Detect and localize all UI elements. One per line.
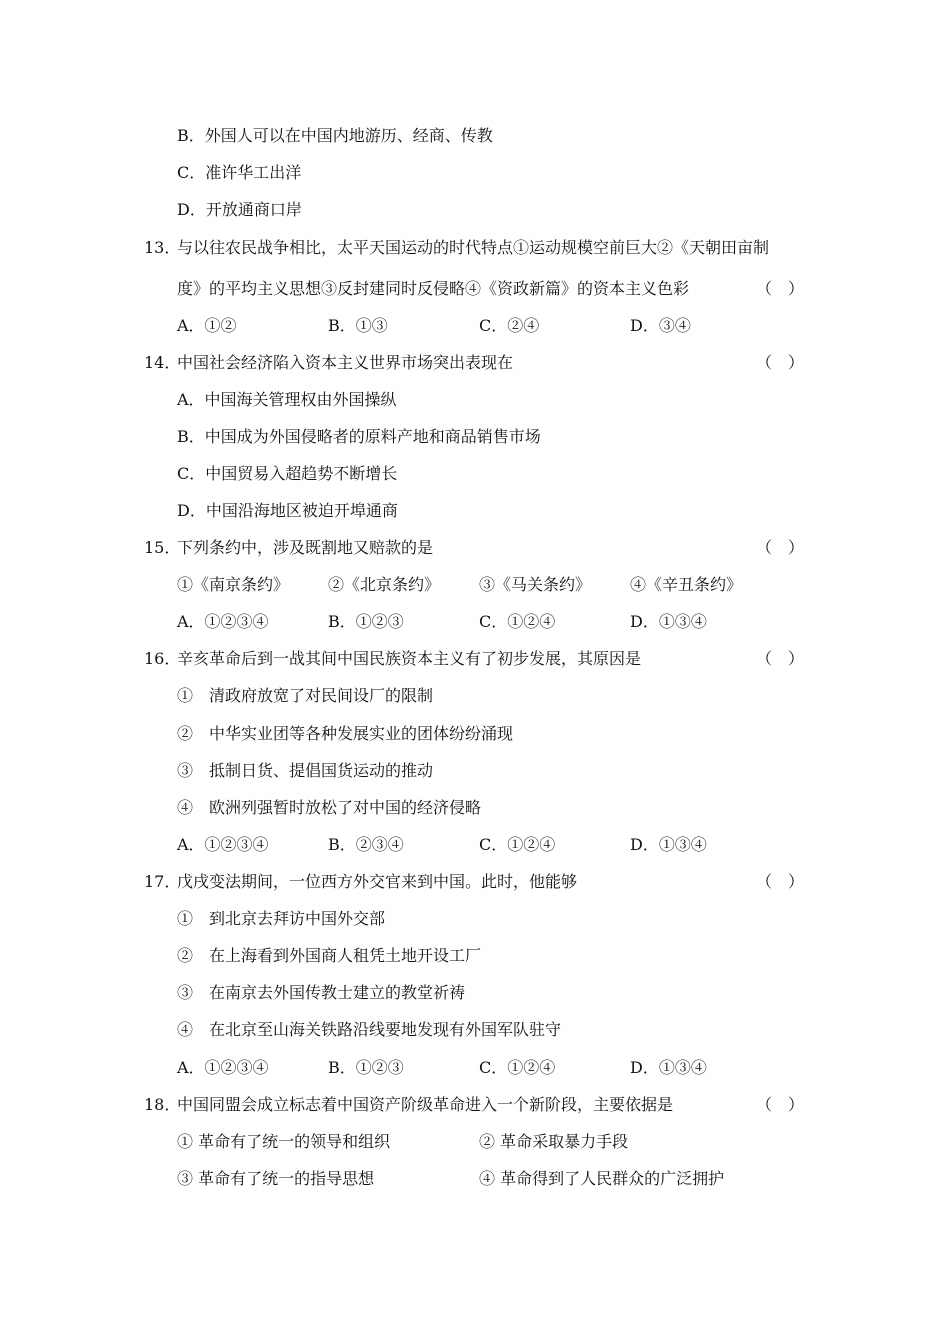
q17-number: 17． (144, 872, 181, 891)
q13-stem-line2: 度》的平均主义思想③反封建同时反侵略④《资政新篇》的资本主义色彩 (177, 279, 690, 298)
q13-stem-line1: 与以往农民战争相比，太平天国运动的时代特点①运动规模空前巨大②《天朝田亩制 (177, 238, 770, 257)
q16-choice-d: D．①③④ (630, 835, 707, 854)
q14-stem: 中国社会经济陷入资本主义世界市场突出表现在 (177, 353, 514, 372)
q14-option-b: B．中国成为外国侵略者的原料产地和商品销售市场 (177, 427, 541, 446)
q12-option-d: D．开放通商口岸 (177, 200, 302, 219)
q14-number: 14． (144, 353, 181, 372)
q18-answer-paren: （ ） (756, 1095, 805, 1114)
q15-item-2: ②《北京条约》 (328, 575, 441, 594)
q16-item-3: ③ 抵制日货、提倡国货运动的推动 (177, 761, 434, 780)
q15-item-1: ①《南京条约》 (177, 575, 290, 594)
q17-answer-paren: （ ） (756, 872, 805, 891)
q18-item-4: ④ 革命得到了人民群众的广泛拥护 (479, 1169, 725, 1188)
q16-item-4: ④ 欧洲列强暂时放松了对中国的经济侵略 (177, 798, 482, 817)
q15-choice-d: D．①③④ (630, 612, 707, 631)
q16-item-2: ② 中华实业团等各种发展实业的团体纷纷涌现 (177, 724, 514, 743)
q16-answer-paren: （ ） (756, 649, 805, 668)
q15-item-4: ④《辛丑条约》 (630, 575, 743, 594)
q15-number: 15． (144, 538, 181, 557)
q14-option-a: A．中国海关管理权由外国操纵 (177, 390, 397, 409)
q13-number: 13． (144, 238, 181, 257)
q14-answer-paren: （ ） (756, 353, 805, 372)
q15-choice-c: C．①②④ (479, 612, 556, 631)
q18-stem: 中国同盟会成立标志着中国资产阶级革命进入一个新阶段，主要依据是 (177, 1095, 674, 1114)
q18-item-2: ② 革命采取暴力手段 (479, 1132, 629, 1151)
q16-choice-b: B．②③④ (328, 835, 404, 854)
q17-choice-b: B．①②③ (328, 1058, 404, 1077)
q17-item-2: ② 在上海看到外国商人租凭土地开设工厂 (177, 946, 482, 965)
q14-option-d: D．中国沿海地区被迫开埠通商 (177, 501, 398, 520)
q17-item-3: ③ 在南京去外国传教士建立的教堂祈祷 (177, 983, 466, 1002)
q15-choice-a: A．①②③④ (177, 612, 269, 631)
q17-choice-a: A．①②③④ (177, 1058, 269, 1077)
q18-item-3: ③ 革命有了统一的指导思想 (177, 1169, 375, 1188)
q17-item-4: ④ 在北京至山海关铁路沿线要地发现有外国军队驻守 (177, 1020, 562, 1039)
q16-item-1: ① 清政府放宽了对民间设厂的限制 (177, 686, 434, 705)
q15-stem: 下列条约中，涉及既割地又赔款的是 (177, 538, 434, 557)
q13-answer-paren: （ ） (756, 279, 805, 298)
q15-answer-paren: （ ） (756, 538, 805, 557)
q16-stem: 辛亥革命后到一战其间中国民族资本主义有了初步发展，其原因是 (177, 649, 642, 668)
q17-choice-d: D．①③④ (630, 1058, 707, 1077)
q12-option-c: C．准许华工出洋 (177, 163, 302, 182)
q18-number: 18． (144, 1095, 181, 1114)
q17-stem: 戊戌变法期间，一位西方外交官来到中国。此时，他能够 (177, 872, 578, 891)
q14-option-c: C．中国贸易入超趋势不断增长 (177, 464, 398, 483)
q12-option-b: B．外国人可以在中国内地游历、经商、传教 (177, 126, 493, 145)
q16-choice-a: A．①②③④ (177, 835, 269, 854)
q13-choice-a: A．①② (177, 316, 237, 335)
q16-choice-c: C．①②④ (479, 835, 556, 854)
q17-item-1: ① 到北京去拜访中国外交部 (177, 909, 386, 928)
q13-choice-b: B．①③ (328, 316, 388, 335)
q17-choice-c: C．①②④ (479, 1058, 556, 1077)
q15-item-3: ③《马关条约》 (479, 575, 592, 594)
q16-number: 16． (144, 649, 181, 668)
q18-item-1: ① 革命有了统一的领导和组织 (177, 1132, 391, 1151)
q13-choice-c: C．②④ (479, 316, 540, 335)
q13-choice-d: D．③④ (630, 316, 691, 335)
q15-choice-b: B．①②③ (328, 612, 404, 631)
